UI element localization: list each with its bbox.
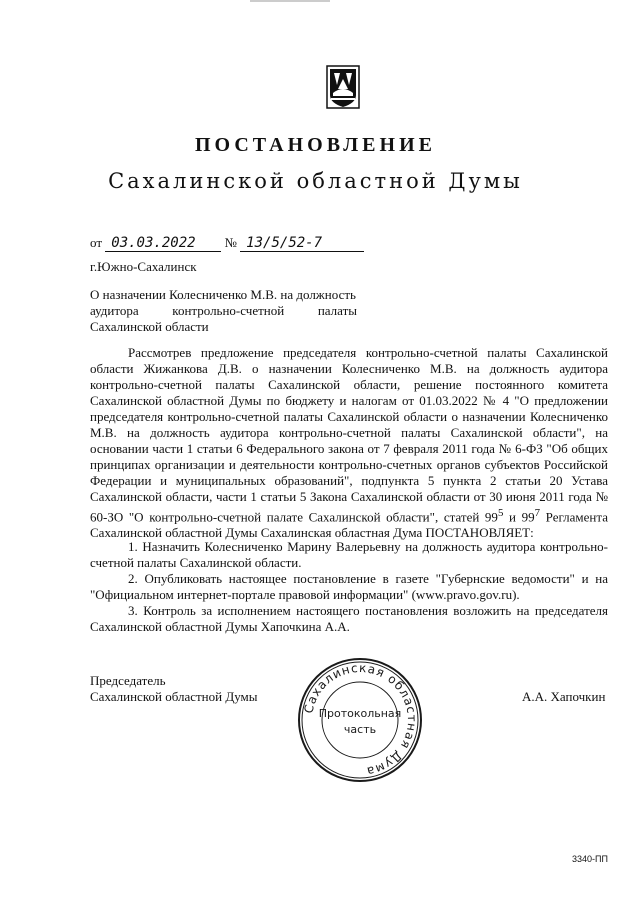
preamble [90, 345, 608, 541]
document-code: 3340-ПП [572, 854, 608, 864]
number-prefix: № [224, 235, 237, 250]
superscript: 7 [534, 507, 541, 519]
subject-line: Сахалинской области [90, 319, 209, 334]
position-line: Председатель [90, 673, 166, 688]
resolution-item: 1. Назначить Колесниченко Марину Валерьевну на должность аудитора контрольно-счетной палаты Сахалинской области. [90, 539, 608, 570]
date-number-line [90, 235, 364, 252]
position-line: Сахалинской областной Думы [90, 689, 258, 704]
city: г.Южно-Сахалинск [90, 259, 197, 274]
stamp [297, 657, 423, 783]
preamble-text: Рассмотрев предложение председателя контрольно-счетной палаты Сахалинской области Жижанкова Д.В. о назначении Колесниченко М.В. на должность аудитора контрольно-счетной палаты Сахалинской области, решение постоянного комитета Сахалинской областной Думы по бюджету и налогам от 01.03.2022 № 4 "О предложении председателя контрольно-счетной палаты Сахалинской области о назначении Колесниченко М.В. на должность аудитора контрольно-счетной палаты Сахалинской области", на основании части 1 статьи 6 Федерального закона от 7 февраля 2011 года № 6-ФЗ "Об общих принципах организации и деятельности контрольно-счетных органов субъектов Российской Федерации и муниципальных образований", подпункта 5 пункта 2 статьи 20 Устава Сахалинской области, части 1 статьи 5 Закона Сахалинской области от 30 июня 2011 года № 60-ЗО "О контрольно-счетной палате Сахалинской области", статей 99 [90, 345, 608, 525]
superscript: 5 [497, 507, 504, 519]
subject-line: аудитора контрольно-счетной палаты [90, 303, 357, 318]
document-subtitle: Сахалинской областной Думы [108, 169, 523, 193]
resolution-item: 2. Опубликовать настоящее постановление в газете "Губернские ведомости" и на "Официальном интернет-портале правовой информации" (www.pravo.gov.ru). [90, 571, 608, 602]
coat-of-arms-emblem [326, 65, 360, 109]
preamble-text: и 99 [503, 509, 535, 525]
handwritten-number: 13/5/52-7 [240, 235, 364, 252]
stamp-center-text: Протокольная [318, 707, 402, 720]
scan-artifact [250, 0, 330, 2]
date-prefix: от [90, 235, 103, 250]
stamp-ring-text: Сахалинская областная Дума [301, 660, 420, 779]
document-title: ПОСТАНОВЛЕНИЕ [195, 134, 436, 156]
subject-block [90, 287, 357, 335]
subject-line: О назначении Колесниченко М.В. на должность [90, 287, 356, 302]
signatory-name: А.А. Хапочкин [522, 689, 606, 704]
preamble-text: Регламента Сахалинской областной Думы Сахалинская областная Дума ПОСТАНОВЛЯЕТ: [90, 509, 608, 541]
signatory-position [90, 673, 258, 705]
handwritten-date: 03.03.2022 [105, 235, 221, 252]
stamp-center-text: часть [343, 723, 377, 736]
resolution-item: 3. Контроль за исполнением настоящего постановления возложить на председателя Сахалинской областной Думы Хапочкина А.А. [90, 603, 608, 634]
resolution-items [90, 539, 608, 635]
